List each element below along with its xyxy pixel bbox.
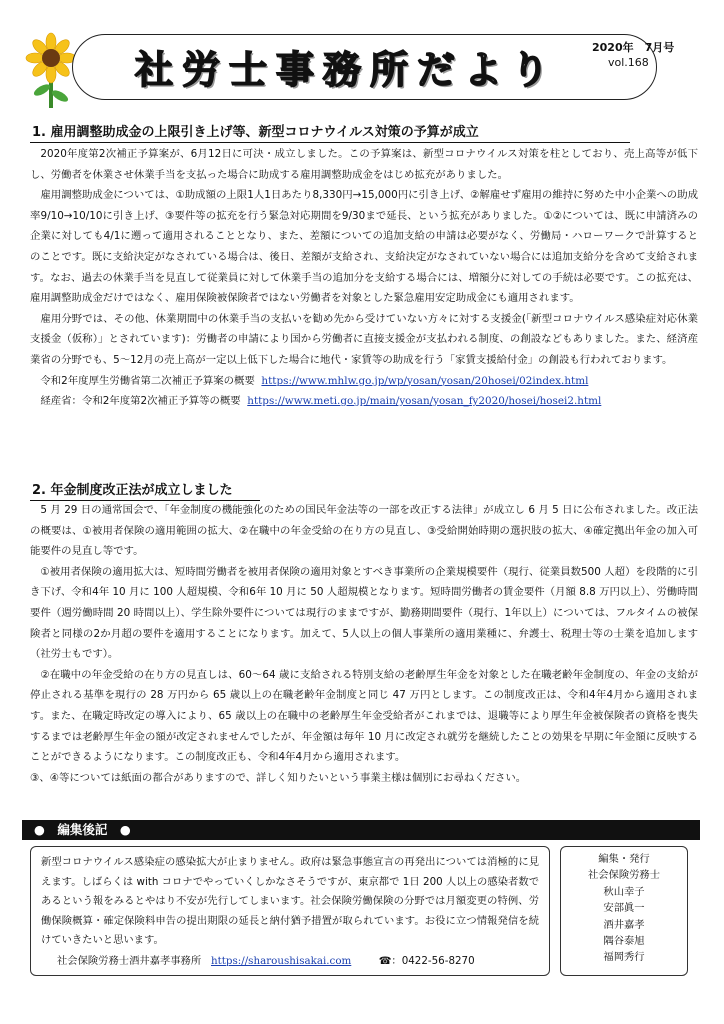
publisher-name: 隅谷泰旭 xyxy=(603,935,645,948)
section2-body xyxy=(30,500,698,788)
section2-paragraph: 5 月 29 日の通常国会で、「年金制度の機能強化のための国民年金法等の一部を改正する法律」が成立し 6 月 5 日に公布されました。改正法の概要は、①被用者保険の適用範囲の拡大、②在職中の年金受給の在り方の見直し、③受給開始時期の選択肢の拡大、④確定拠出年金の加入可能要件の見直し等です。 xyxy=(30,504,698,558)
publisher-heading: 編集・発行 xyxy=(598,853,650,865)
phone-number: ☎：0422-56-8270 xyxy=(378,954,475,967)
section1-paragraph: 雇用調整助成金については、①助成額の上限1人1日あたり8,330円→15,000円に引き上げ、②解雇せず雇用の維持に努めた中小企業への助成率9/10→10/10に引き上げ、③要件等の拡充を行う緊急対応期間を9/30まで延長、という拡充がありました。①②については、既に申請済みの企業に対しても4/1に遡って適用されることとなり、また、差額についての追加支給の申請は必要がなく、労働局・ハローワークで計算するとのことです。既に支給決定がなされている場合は、後日、差額が支給され、支給決定がなされていない場合には追加支給分を含めて支給されます。なお、過去の休業手当を見直して従業員に対して休業手当の追加分を支給する場合には、増額分に対しての手続は必要です。この拡充は、雇用調整助成金だけではなく、雇用保険被保険者ではない労働者を対象とした緊急雇用安定助成金にも適用されます。 xyxy=(30,189,698,305)
section1-body xyxy=(30,144,698,412)
issue-volume: vol.168 xyxy=(608,56,649,69)
section2-paragraph: ②在職中の年金受給の在り方の見直しは、60～64 歳に支給される特別支給の老齢厚生年金を対象とした在職老齢年金制度の、年金の支給が停止される基準を現行の 28 万円から 65 歳以上の在職老齢年金制度と同じ 47 万円とします。この制度改正は、令和4年4月から適用されます。また、在職定時改定の導入により、65 歳以上の在職中の老齢厚生年金受給者がこれまでは、退職等により厚生年金被保険者の資格を喪失するまでは老齢厚生年金の額が改定されませんでしたが、年金額は毎年 10 月に改定され就労を継続したことの効果を早期に年金額に反映することができるようになります。この制度改正も、令和4年4月から適用されます。 xyxy=(30,668,698,764)
editor-notes-bar: ● 編集後記 ● xyxy=(22,820,700,840)
publisher-box xyxy=(560,846,688,976)
editor-notes-box xyxy=(30,846,550,976)
publisher-name: 酒井嘉孝 xyxy=(603,918,645,931)
issue-date: 2020年 7月号 xyxy=(592,41,675,54)
newsletter-title: 社労士事務所だより xyxy=(135,48,559,92)
editor-message: 新型コロナウイルス感染症の感染拡大が止まりません。政府は緊急事態宣言の再発出については消極的に見えます。しばらくは with コロナでやっていくしかなさそうですが、東京都で 1日 200 人以上の感染者数であるという報をみるとやはり不安が先行してしまいます。社会保険労働保険の分野では月額変更の特例、労働保険概算・確定保険料申告の提出期限の延長と納付猶予措置が取られています。お役に立つ情報発信を続けていきたいと思います。 xyxy=(41,856,539,946)
title-banner xyxy=(72,34,657,100)
newsletter-header xyxy=(22,30,702,106)
mhlw-link[interactable]: https://www.mhlw.go.jp/wp/yosan/yosan/20hosei/02index.html xyxy=(261,374,589,387)
section1-paragraph: 雇用分野では、その他、休業期間中の休業手当の支払いを勧め先から受けていない方々に対する支援金(「新型コロナウイルス感染症対応休業支援金（仮称）」とされています)：労働者の申請により国から労働者に直接支援金が支払われる制度、の創設などもありました。また、経済産業省の分野でも、5～12月の売上高が一定以上低下した場合に地代・家賃等の助成を行う「家賃支援給付金」の創設も行われております。 xyxy=(30,312,698,366)
website-link[interactable]: https://sharoushisakai.com xyxy=(210,954,352,967)
section2-paragraph: ③、④等については紙面の都合がありますので、詳しく知りたいという事業主様は個別にお尋ねください。 xyxy=(30,771,527,784)
section1-heading: 1. 雇用調整助成金の上限引き上げ等、新型コロナウイルス対策の予算が成立 xyxy=(30,124,630,143)
editor-footer xyxy=(57,952,475,972)
section1-paragraph: 2020年度第2次補正予算案が、6月12日に可決・成立しました。この予算案は、新型コロナウイルス対策を柱としており、売上高等が低下し、労働者を休業させ休業手当を支払った場合に助成する雇用調整助成金をはじめ拡充がありました。 xyxy=(30,148,698,181)
reference-label: 経産省：令和2年度第2次補正予算等の概要 xyxy=(40,395,241,408)
publisher-org: 社会保険労務士 xyxy=(587,869,661,882)
meti-link[interactable]: https://www.meti.go.jp/main/yosan/yosan_fy2020/hosei/hosei2.html xyxy=(247,395,602,408)
office-name: 社会保険労務士酒井嘉孝事務所 xyxy=(57,954,202,967)
reference-link-row xyxy=(30,371,698,392)
section2-heading: 2. 年金制度改正法が成立しました xyxy=(30,482,260,501)
issue-info xyxy=(592,40,692,70)
section2-paragraph: ①被用者保険の適用拡大は、短時間労働者を被用者保険の適用対象とすべき事業所の企業規模要件（現行、従業員数500 人超）を段階的に引き下げ、令和4年 10 月に 100 人超規模、令和6年 10 月に 50 人超規模となります。短時間労働者の賃金要件（月額 8.8 万円以上）、労働時間要件（週労働時間 20 時間以上）、学生除外要件については現行のままですが、勤務期間要件（現行、1年以上）については、フルタイムの被保険者と同様の2か月超の要件を適用することになります。加えて、5人以上の個人事業所の適用業種に、弁護士、税理士等の士業を追加します（社労士もです）。 xyxy=(30,565,698,661)
reference-label: 令和2年度厚生労働省第二次補正予算案の概要 xyxy=(40,374,255,387)
publisher-name: 安部眞一 xyxy=(603,902,645,915)
publisher-name: 福岡秀行 xyxy=(603,951,645,964)
reference-link-row xyxy=(30,391,698,412)
publisher-name: 秋山幸子 xyxy=(603,885,645,898)
